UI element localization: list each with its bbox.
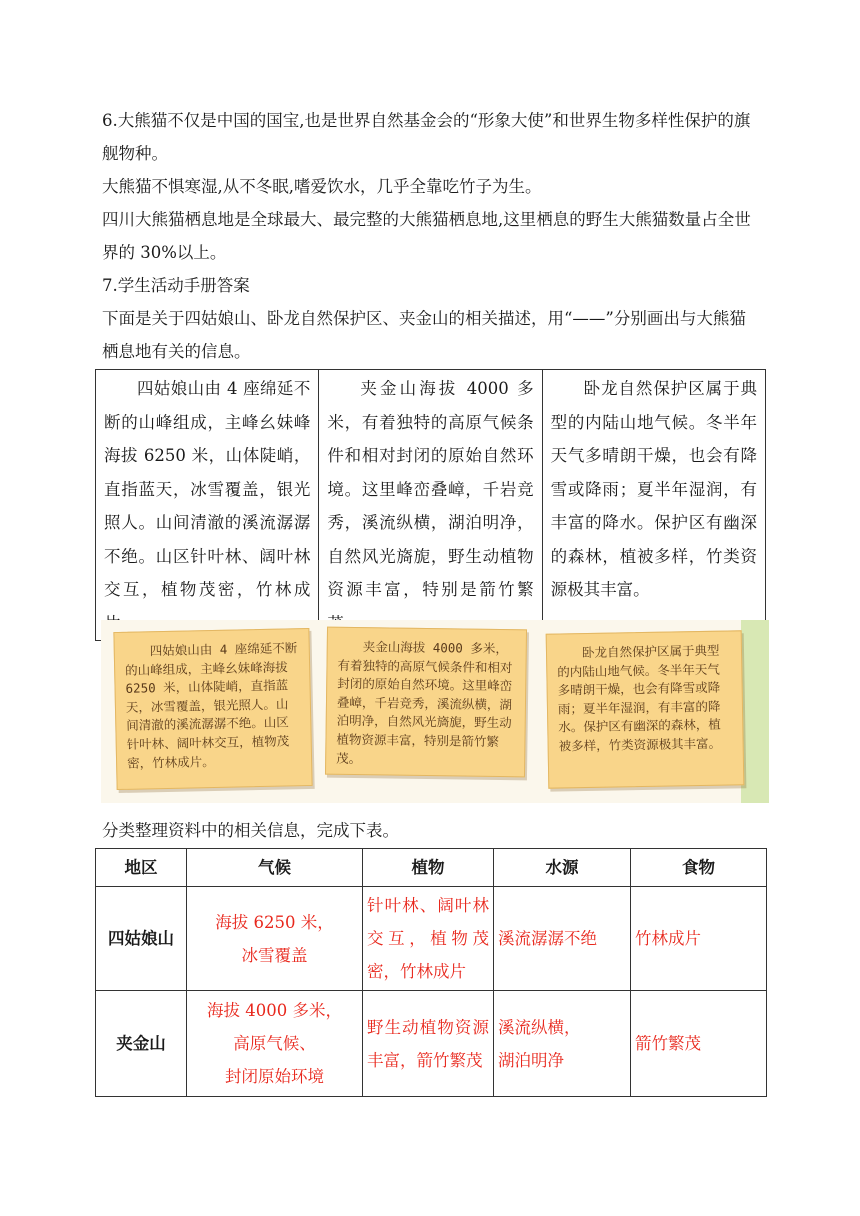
plants-cell: 针叶林、阔叶林交互，植物茂密，竹林成片 xyxy=(363,887,494,991)
table-row xyxy=(96,887,767,991)
description-wolong: 卧龙自然保护区属于典型的内陆山地气候。冬半年天气多晴朗干燥，也会有降雪或降雨；夏半年湿润，有丰富的降水。保护区有幽深的森林，植被多样，竹类资源极其丰富。 xyxy=(542,370,765,641)
water-line: 湖泊明净 xyxy=(498,1050,564,1070)
water-cell xyxy=(494,991,631,1097)
note-siguniangshan: 四姑娘山由 4 座绵延不断的山峰组成，主峰幺妹峰海拔 6250 米，山体陡峭，直指蓝天，冰雪覆盖，银光照人。山间清澈的溪流潺潺不绝。山区针叶林、阔叶林交互，植物茂密，竹林成片。 xyxy=(113,628,312,790)
description-table xyxy=(95,369,766,641)
paragraph-table-instructions: 分类整理资料中的相关信息，完成下表。 xyxy=(102,821,399,840)
decorative-strip xyxy=(741,620,769,803)
paragraph-panda-habits: 大熊猫不惧寒湿,从不冬眠,嗜爱饮水，几乎全靠吃竹子为生。 xyxy=(102,177,542,196)
sticky-notes-illustration xyxy=(101,620,759,803)
paragraph-giant-panda-intro: 6.大熊猫不仅是中国的国宝,也是世界自然基金会的“形象大使”和世界生物多样性保护的旗舰物种。 xyxy=(102,111,751,163)
header-plants: 植物 xyxy=(363,849,494,887)
note-wolong: 卧龙自然保护区属于典型的内陆山地气候。冬半年天气多晴朗干燥，也会有降雪或降雨；夏半年湿润，有丰富的降水。保护区有幽深的森林，植被多样，竹类资源极其丰富。 xyxy=(546,630,745,788)
climate-line: 海拔 6250 米， xyxy=(215,912,334,932)
header-region: 地区 xyxy=(96,849,187,887)
food-cell: 竹林成片 xyxy=(631,887,767,991)
water-cell: 溪流潺潺不绝 xyxy=(494,887,631,991)
description-jiajinshan: 夹金山海拔 4000 多米，有着独特的高原气候条件和相对封闭的原始自然环境。这里峰峦叠嶂，千岩竞秀，溪流纵横，湖泊明净，自然风光旖旎，野生动植物资源丰富，特别是箭竹繁 xyxy=(319,370,542,641)
region-cell: 四姑娘山 xyxy=(96,887,187,991)
table-row xyxy=(96,991,767,1097)
climate-cell xyxy=(187,991,363,1097)
header-food: 食物 xyxy=(631,849,767,887)
food-cell: 箭竹繁茂 xyxy=(631,991,767,1097)
climate-cell xyxy=(187,887,363,991)
plants-cell: 野生动植物资源丰富，箭竹繁茂 xyxy=(363,991,494,1097)
paragraph-task-instructions: 下面是关于四姑娘山、卧龙自然保护区、夹金山的相关描述，用“——”分别画出与大熊猫栖息地有关的信息。 xyxy=(102,309,746,361)
climate-line: 海拔 4000 多米， xyxy=(207,1001,342,1020)
climate-line: 高原气候、 xyxy=(233,1034,316,1053)
climate-line: 冰雪覆盖 xyxy=(241,945,308,965)
header-water: 水源 xyxy=(494,849,631,887)
header-climate: 气候 xyxy=(187,849,363,887)
classification-table xyxy=(95,848,767,1097)
note-jiajinshan: 夹金山海拔 4000 多米，有着独特的高原气候条件和相对封闭的原始自然环境。这里峰峦叠嶂，千岩竞秀，溪流纵横，湖泊明净，自然风光旖旎，野生动植物资源丰富，特别是箭竹繁茂。 xyxy=(325,627,527,778)
paragraph-sichuan-habitat: 四川大熊猫栖息地是全球最大、最完整的大熊猫栖息地,这里栖息的野生大熊猫数量占全世界的 30%以上。 xyxy=(102,210,751,262)
climate-line: 封闭原始环境 xyxy=(225,1067,324,1086)
region-cell: 夹金山 xyxy=(96,991,187,1097)
section-heading-answers: 7.学生活动手册答案 xyxy=(102,276,250,295)
water-line: 溪流纵横， xyxy=(498,1017,581,1037)
description-row xyxy=(96,370,766,641)
table-header-row xyxy=(96,849,767,887)
description-siguniangshan: 四姑娘山由 4 座绵延不断的山峰组成，主峰幺妹峰海拔 6250 米，山体陡峭，直指蓝天，冰雪覆盖，银光照人。山间清澈的溪流潺潺不绝。山区针叶林、阔叶林交互，植物茂密，竹林成 xyxy=(96,370,319,641)
